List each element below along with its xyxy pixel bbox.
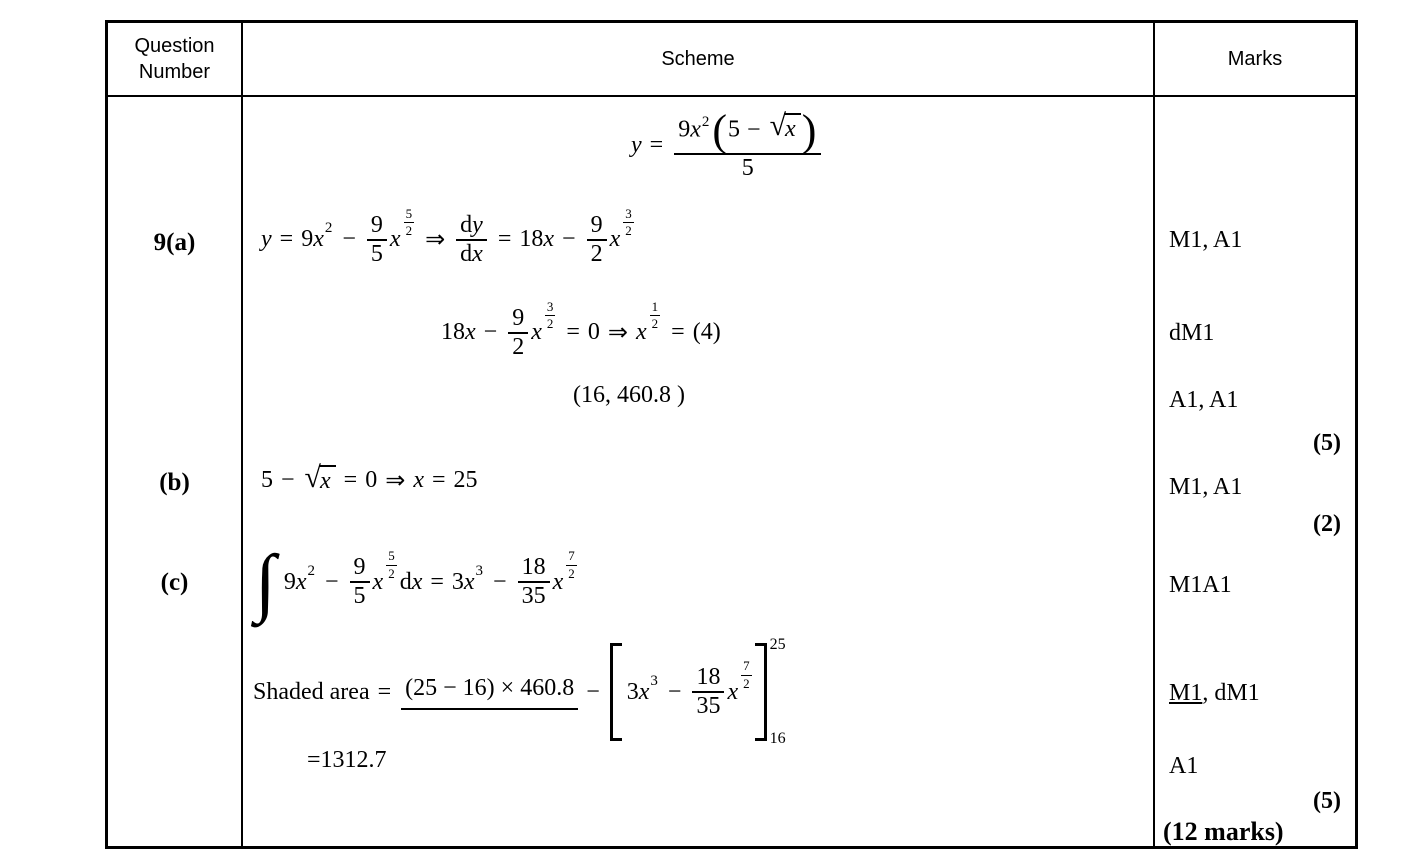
- header-question-number: [108, 23, 243, 97]
- fraction-numerator: 18: [692, 664, 724, 693]
- square-root: [769, 108, 801, 143]
- fraction-denominator: 5: [741, 155, 754, 181]
- term: 0: [587, 319, 600, 346]
- exponent-fraction: [404, 206, 415, 240]
- implies-sign: ⇒: [385, 467, 406, 494]
- question-label-b: (b): [159, 469, 190, 496]
- equation-derivative: [261, 206, 637, 268]
- term: Shaded area: [253, 678, 370, 705]
- minus-sign: −: [342, 226, 356, 253]
- term: =1312.7: [307, 747, 387, 773]
- term: x: [638, 678, 650, 705]
- term: 3: [626, 678, 639, 705]
- fraction-numerator: 7: [566, 548, 577, 565]
- mark-a-line3: A1, A1: [1169, 387, 1239, 413]
- radical-icon: √: [769, 108, 787, 142]
- evaluation-limits: [770, 636, 786, 748]
- equation-stationary-point: [441, 299, 721, 361]
- mark-c-line3: A1: [1169, 753, 1199, 779]
- lower-limit: 16: [769, 730, 786, 747]
- header-scheme-label: Scheme: [661, 48, 735, 70]
- equals-sign: =: [649, 131, 664, 158]
- term: x: [636, 319, 647, 346]
- fraction-numerator: 18: [518, 554, 550, 583]
- term: 9: [301, 226, 314, 253]
- question-number-cell: [108, 97, 243, 846]
- header-marks-label: Marks: [1227, 48, 1283, 70]
- term: 0: [365, 466, 378, 493]
- term: x: [690, 116, 701, 143]
- fraction-denominator: 2: [405, 223, 413, 239]
- fraction: [350, 554, 370, 610]
- equals-sign: =: [279, 226, 294, 253]
- fraction-denominator: 2: [625, 223, 632, 239]
- radical-icon: √: [304, 461, 322, 494]
- upper-limit: 25: [769, 636, 786, 653]
- mark-a-line2: dM1: [1169, 320, 1215, 346]
- term: d: [460, 212, 473, 238]
- mark-scheme-table: [105, 20, 1358, 849]
- exponent-fraction: [386, 548, 397, 582]
- fraction-denominator: 5: [370, 240, 383, 267]
- mark-c-line2: [1169, 678, 1260, 708]
- fraction-denominator: [458, 241, 485, 268]
- left-bracket-icon: [610, 643, 622, 741]
- term: y: [261, 226, 272, 253]
- fraction-numerator: [456, 212, 487, 241]
- term: 18: [519, 226, 544, 253]
- equation-shaded-area: [253, 636, 786, 748]
- mark-c-line2-underlined: M1: [1169, 680, 1203, 706]
- term: x: [389, 226, 401, 253]
- exponent: 2: [701, 113, 710, 130]
- header-scheme: [243, 23, 1155, 97]
- coordinates-result: [573, 382, 685, 409]
- term: 9: [283, 568, 296, 595]
- term: x: [472, 240, 483, 267]
- exponent-fraction: [623, 206, 634, 240]
- term: d: [399, 568, 412, 595]
- fraction-denominator: 2: [546, 316, 554, 332]
- exponent: 2: [324, 220, 333, 237]
- exponent: 3: [650, 672, 658, 689]
- marks-cell: [1155, 97, 1355, 846]
- term: 5: [261, 466, 273, 493]
- square-root: [304, 461, 336, 495]
- exponent-fraction: [741, 658, 752, 692]
- term: x: [313, 226, 324, 253]
- fraction-numerator: 5: [386, 548, 397, 565]
- result-value: [307, 747, 387, 774]
- exponent-fraction: [566, 548, 577, 582]
- mark-a-total: (5): [1313, 430, 1341, 456]
- term: x: [531, 319, 542, 346]
- header-question-number-label: Question Number: [134, 35, 215, 83]
- term: x: [609, 226, 621, 253]
- fraction-numerator: 9: [508, 305, 528, 334]
- mark-c-line2-rest: , dM1: [1202, 680, 1260, 706]
- term: x: [463, 568, 475, 595]
- equation-curve-definition: [631, 106, 824, 182]
- radicand: x: [784, 113, 801, 143]
- fraction-denominator: 2: [512, 333, 525, 360]
- mark-a-line1: M1, A1: [1169, 227, 1243, 253]
- fraction-numerator: 9: [587, 212, 607, 241]
- equals-sign: =: [343, 466, 358, 493]
- integral-icon: ∫: [255, 540, 276, 624]
- term: d: [460, 240, 473, 267]
- term: y: [631, 131, 642, 158]
- fraction: [367, 212, 387, 268]
- term: y: [472, 212, 483, 238]
- scheme-cell: [243, 97, 1155, 846]
- underlined-expression: (25 − 16) × 460.8: [401, 675, 578, 710]
- exponent: 2: [307, 562, 315, 579]
- fraction: [518, 554, 550, 610]
- fraction: [692, 664, 724, 720]
- fraction-denominator: 2: [651, 316, 659, 332]
- fraction: [587, 212, 607, 268]
- minus-sign: −: [493, 568, 507, 595]
- radicand: x: [319, 465, 336, 495]
- equals-sign: =: [430, 568, 444, 595]
- fraction: [674, 106, 821, 182]
- equation-integral: [255, 540, 580, 624]
- minus-sign: −: [562, 226, 576, 253]
- term: x: [465, 319, 476, 346]
- right-bracket-icon: [755, 643, 767, 741]
- fraction-denominator: 35: [521, 583, 546, 609]
- term: 9: [678, 116, 691, 143]
- fraction-denominator: 2: [388, 565, 395, 581]
- term: 3: [451, 568, 464, 595]
- fraction-denominator: 2: [743, 675, 750, 691]
- minus-sign: −: [667, 678, 682, 705]
- question-label-c: (c): [160, 569, 189, 596]
- fraction-numerator: 3: [623, 206, 634, 223]
- equation-part-b: [261, 461, 478, 495]
- fraction-numerator: 5: [404, 206, 415, 223]
- implies-sign: ⇒: [425, 227, 446, 254]
- equals-sign: =: [497, 226, 512, 253]
- mark-c-line1: M1A1: [1169, 572, 1232, 598]
- term: x: [372, 568, 384, 595]
- minus-sign: −: [324, 568, 339, 595]
- exponent: 3: [475, 562, 484, 579]
- equals-sign: =: [671, 319, 685, 346]
- mark-b-line1: M1, A1: [1169, 474, 1243, 500]
- term: x: [295, 568, 307, 595]
- mark-c-total: (5): [1313, 788, 1341, 814]
- term: 25: [453, 466, 478, 493]
- derivative-fraction: [456, 212, 487, 268]
- fraction-numerator: [674, 106, 821, 155]
- fraction-numerator: 7: [741, 658, 752, 675]
- term: x: [727, 678, 739, 705]
- term: 5: [728, 116, 741, 143]
- right-paren: ): [801, 106, 817, 155]
- header-marks: [1155, 23, 1355, 97]
- fraction-denominator: 2: [590, 240, 603, 267]
- term: x: [552, 568, 564, 595]
- term: (4): [692, 319, 721, 346]
- mark-b-total: (2): [1313, 511, 1341, 537]
- minus-sign: −: [281, 466, 295, 493]
- fraction-denominator: 2: [568, 565, 575, 581]
- exponent-fraction: [650, 299, 661, 333]
- equals-sign: =: [377, 678, 392, 705]
- term: x: [413, 466, 424, 493]
- fraction-numerator: 9: [367, 212, 387, 241]
- mark-grand-total: (12 marks): [1163, 817, 1284, 846]
- fraction-denominator: 5: [353, 583, 366, 609]
- equals-sign: =: [566, 319, 580, 346]
- fraction-numerator: 9: [350, 554, 370, 583]
- implies-sign: ⇒: [607, 320, 629, 347]
- question-label-9a: 9(a): [153, 229, 196, 256]
- minus-sign: −: [747, 116, 761, 143]
- fraction-numerator: 3: [545, 299, 556, 316]
- exponent-fraction: [545, 299, 556, 333]
- term: x: [543, 226, 555, 253]
- term: (16, 460.8 ): [573, 382, 685, 408]
- fraction: [508, 305, 528, 361]
- fraction-denominator: 35: [696, 693, 721, 719]
- term: x: [411, 568, 423, 595]
- equals-sign: =: [431, 466, 446, 493]
- minus-sign: −: [586, 678, 600, 705]
- fraction-numerator: 1: [650, 299, 661, 316]
- term: 18: [441, 319, 465, 346]
- left-paren: (: [712, 106, 728, 155]
- minus-sign: −: [483, 319, 498, 346]
